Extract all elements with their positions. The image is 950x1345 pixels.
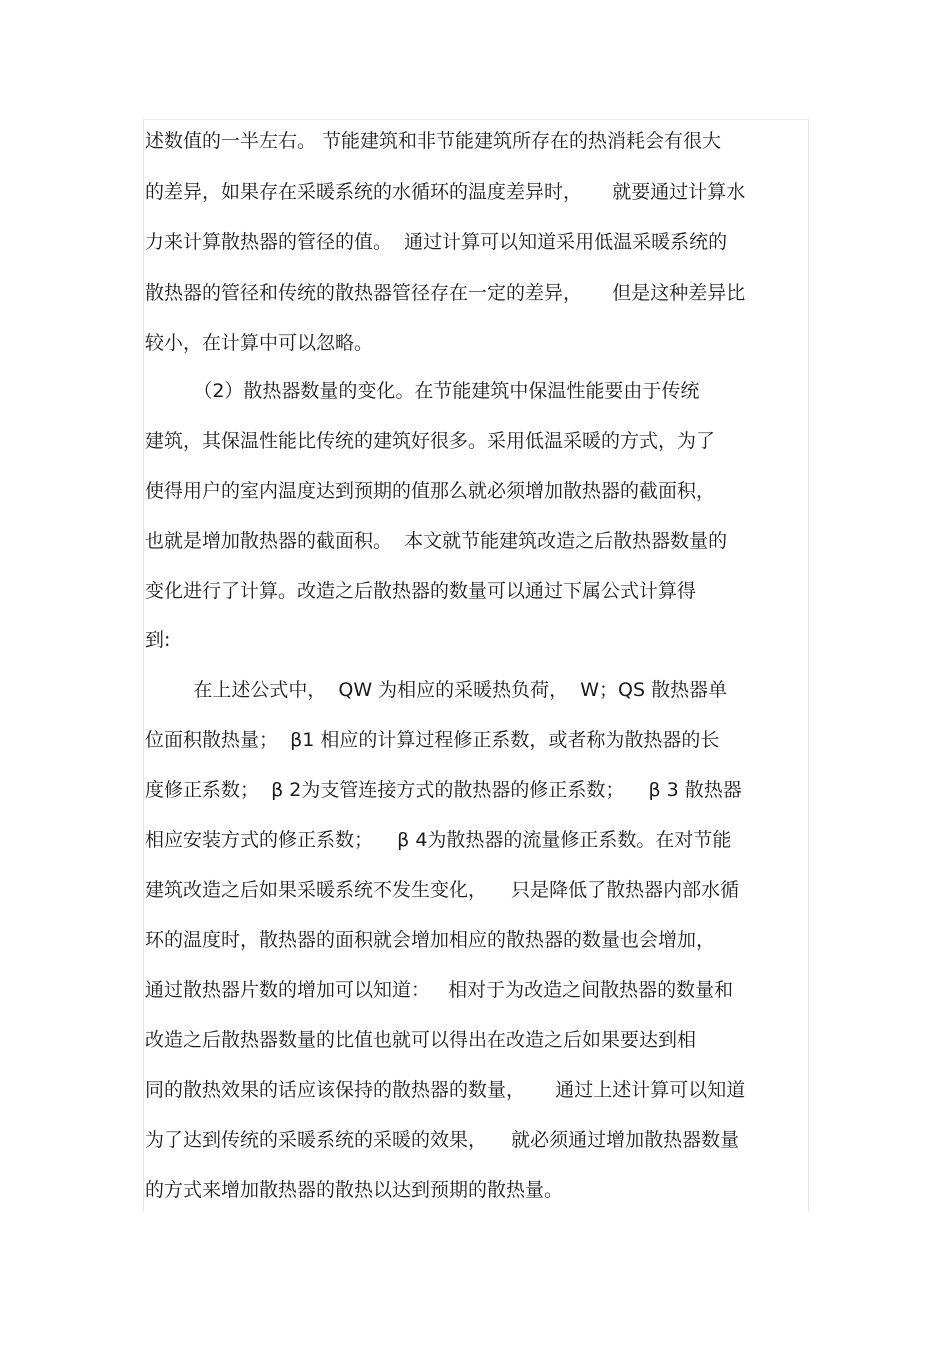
page-frame-top [143, 119, 808, 120]
text-line: 力来计算散热器的管径的值。 通过计算可以知道采用低温采暖系统的 [145, 231, 728, 253]
text-line: 散热器的管径和传统的散热器管径存在一定的差异， 但是这种差异比 [145, 282, 746, 304]
text-line: 通过散热器片数的增加可以知道： 相对于为改造之间散热器的数量和 [145, 979, 734, 1001]
text-line: 同的散热效果的话应该保持的散热器的数量， 通过上述计算可以知道 [145, 1079, 746, 1101]
text-line: 使得用户的室内温度达到预期的值那么就必须增加散热器的截面积， [145, 480, 716, 502]
text-line: 的差异，如果存在采暖系统的水循环的温度差异时， 就要通过计算水 [145, 181, 746, 203]
page-frame-left [143, 119, 144, 1212]
text-line: 建筑，其保温性能比传统的建筑好很多。采用低温采暖的方式，为了 [145, 430, 716, 452]
page-frame-right [808, 119, 809, 1212]
text-line: 相应安装方式的修正系数； β 4为散热器的流量修正系数。在对节能 [145, 829, 732, 851]
text-line: 改造之后散热器数量的比值也就可以得出在改造之后如果要达到相 [145, 1029, 697, 1051]
text-line: 在上述公式中， QW 为相应的采暖热负荷， W；QS 散热器单 [145, 679, 728, 701]
text-line: 变化进行了计算。改造之后散热器的数量可以通过下属公式计算得 [145, 580, 697, 602]
text-line: 环的温度时，散热器的面积就会增加相应的散热器的数量也会增加， [145, 929, 716, 951]
text-line: 到: [145, 629, 171, 651]
text-line: 也就是增加散热器的截面积。 本文就节能建筑改造之后散热器数量的 [145, 530, 728, 552]
text-line: 度修正系数； β 2为支管连接方式的散热器的修正系数； β 3 散热器 [145, 779, 742, 801]
text-line: （2）散热器数量的变化。在节能建筑中保温性能要由于传统 [145, 380, 700, 402]
text-line: 位面积散热量； β1 相应的计算过程修正系数，或者称为散热器的长 [145, 729, 720, 751]
text-line: 为了达到传统的采暖系统的采暖的效果， 就必须通过增加散热器数量 [145, 1129, 740, 1151]
text-line: 述数值的一半左右。 节能建筑和非节能建筑所存在的热消耗会有很大 [145, 130, 722, 152]
text-line: 建筑改造之后如果采暖系统不发生变化， 只是降低了散热器内部水循 [145, 879, 740, 901]
text-line: 的方式来增加散热器的散热以达到预期的散热量。 [145, 1179, 564, 1201]
text-line: 较小，在计算中可以忽略。 [145, 332, 374, 354]
